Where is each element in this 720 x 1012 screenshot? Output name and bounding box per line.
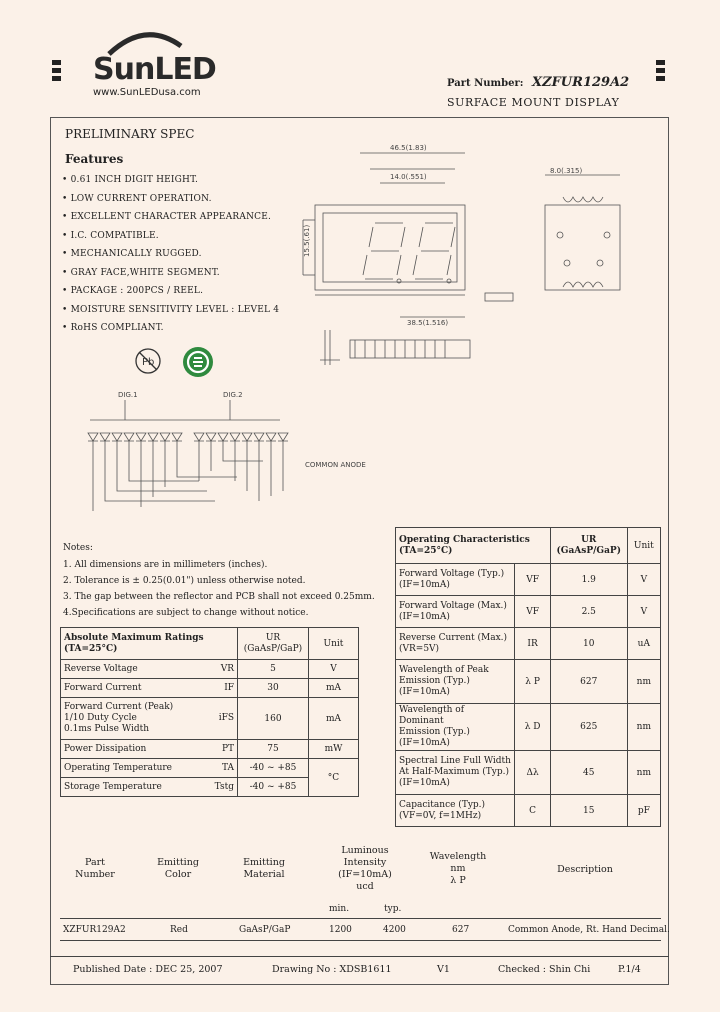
sub-header-typ: typ. [384,904,402,914]
table-row: Storage Temperature Tstg -40 ~ +85 [61,778,359,797]
mechanical-drawing [295,135,635,375]
table-row: Reverse Current (Max.) (VR=5V) IR 10 uA [396,628,661,660]
company-url[interactable]: www.SunLEDusa.com [93,87,201,98]
part-number-label: Part Number: [447,78,524,89]
table-row: Operating Temperature TA -40 ~ +85 °C [61,759,359,778]
feature-item [62,212,271,222]
divider [60,918,661,919]
feature-item [62,231,159,241]
divider [60,940,661,941]
table-row: Capacitance (Typ.) (VF=0V, f=1MHz) C 15 pF [396,795,661,827]
product-subtitle: SURFACE MOUNT DISPLAY [447,96,620,109]
feature-item [62,194,212,204]
dim-label: 14.0(.551) [390,173,427,181]
dim-label: 8.0(.315) [550,167,583,175]
col-header-description: Description [557,864,613,875]
min-cell: 1200 [329,925,352,935]
note-item: 3. The gap between the reflector and PCB shall not exceed 0.25mm. [63,592,375,602]
table-header: Absolute Maximum Ratings (TA=25°C) [61,628,238,660]
corner-mark [656,76,665,81]
bullet-icon: • [62,175,71,185]
material-cell: GaAsP/GaP [239,925,291,935]
page-number: P.1/4 [618,964,641,975]
table-row: Forward Voltage (Typ.) (IF=10mA) VF 1.9 V [396,564,661,596]
table-header: Operating Characteristics (TA=25°C) [396,528,551,564]
col-header-material: Emitting Material [243,857,285,880]
features-title: Features [65,152,124,166]
bullet-icon: • [62,193,71,204]
col-header-wavelength: Wavelength nm λ P [429,851,487,886]
feature-text: 0.61 INCH DIGIT HEIGHT. [70,175,199,185]
digit-label: DIG.2 [223,391,243,399]
table-row: Wavelength of Peak Emission (Typ.) (IF=10mA) λ P 627 nm [396,660,661,704]
sub-header-min: min. [329,904,350,914]
bullet-icon: • [62,230,71,241]
table-header: UR (GaAsP/GaP) [238,628,309,660]
feature-item [62,305,279,315]
company-logo: SunLED [93,52,216,87]
bullet-icon: • [62,267,71,278]
corner-mark [52,68,61,73]
digit-label: DIG.1 [118,391,138,399]
dim-label: 46.5(1.83) [390,144,427,152]
feature-item [62,268,220,278]
feature-text: GRAY FACE,WHITE SEGMENT. [70,267,220,278]
abs-max-table [60,627,359,797]
published-date: Published Date : DEC 25, 2007 [73,964,223,975]
table-row: Forward Voltage (Max.) (IF=10mA) VF 2.5 V [396,596,661,628]
feature-item [62,249,202,259]
spec-title: PRELIMINARY SPEC [65,127,195,141]
circuit-caption: COMMON ANODE [305,461,366,469]
table-header: Unit [627,528,660,564]
col-header-color: Emitting Color [157,857,199,880]
circuit-diagram [80,385,366,530]
typ-cell: 4200 [383,925,406,935]
feature-item [62,286,203,296]
part-number-cell: XZFUR129A2 [63,925,126,935]
feature-text: EXCELLENT CHARACTER APPEARANCE. [70,212,272,222]
part-number: XZFUR129A2 [532,75,630,90]
svg-text:Pb: Pb [142,357,155,368]
feature-text: RoHS COMPLIANT. [70,323,164,333]
feature-text: I.C. COMPATIBLE. [70,230,159,241]
dim-label: 15.5(.61) [303,224,311,257]
bullet-icon: • [62,304,71,315]
col-header-part: Part Number [75,857,115,880]
feature-text: MOISTURE SENSITIVITY LEVEL : LEVEL 4 [70,304,280,315]
table-row: Spectral Line Full Width At Half-Maximum (Typ.) (IF=10mA) Δλ 45 nm [396,751,661,795]
checked-by: Checked : Shin Chi [498,964,591,975]
corner-mark [52,60,61,65]
pb-free-icon [133,346,163,376]
corner-mark [656,68,665,73]
color-cell: Red [170,925,188,935]
bullet-icon: • [62,323,71,333]
feature-item [62,175,198,185]
version: V1 [437,964,450,975]
note-item: 1. All dimensions are in millimeters (inches). [63,560,268,570]
wavelength-cell: 627 [452,925,470,935]
drawing-number: Drawing No : XDSB1611 [272,964,392,975]
notes-title: Notes: [63,543,93,553]
note-item: 2. Tolerance is ± 0.25(0.01") unless otherwise noted. [63,576,306,586]
op-char-table [395,527,661,827]
feature-text: PACKAGE : 200PCS / REEL. [70,286,204,296]
feature-item [62,323,164,333]
table-header: Unit [309,628,359,660]
divider [50,956,669,957]
rohs-icon [181,345,215,379]
corner-mark [656,60,665,65]
bullet-icon: • [62,249,71,259]
bullet-icon: • [62,212,71,222]
table-header: UR (GaAsP/GaP) [550,528,627,564]
table-row: Power Dissipation PT 75 mW [61,740,359,759]
corner-mark [52,76,61,81]
note-item: 4.Specifications are subject to change without notice. [63,608,309,618]
feature-text: MECHANICALLY RUGGED. [70,249,202,259]
dim-label: 38.5(1.516) [407,319,449,327]
table-row: Wavelength of Dominant Emission (Typ.) (IF=10mA) λ D 625 nm [396,704,661,751]
col-header-luminous: Luminous Intensity (IF=10mA) ucd [338,845,392,892]
bullet-icon: • [62,286,71,296]
feature-text: LOW CURRENT OPERATION. [70,193,212,204]
table-row: Reverse Voltage VR 5 V [61,660,359,679]
description-cell: Common Anode, Rt. Hand Decimal. [508,925,670,935]
table-row: Forward Current IF 30 mA [61,679,359,698]
table-row: Forward Current (Peak) 1/10 Duty Cycle 0.1ms Pulse Width iFS 160 mA [61,698,359,740]
